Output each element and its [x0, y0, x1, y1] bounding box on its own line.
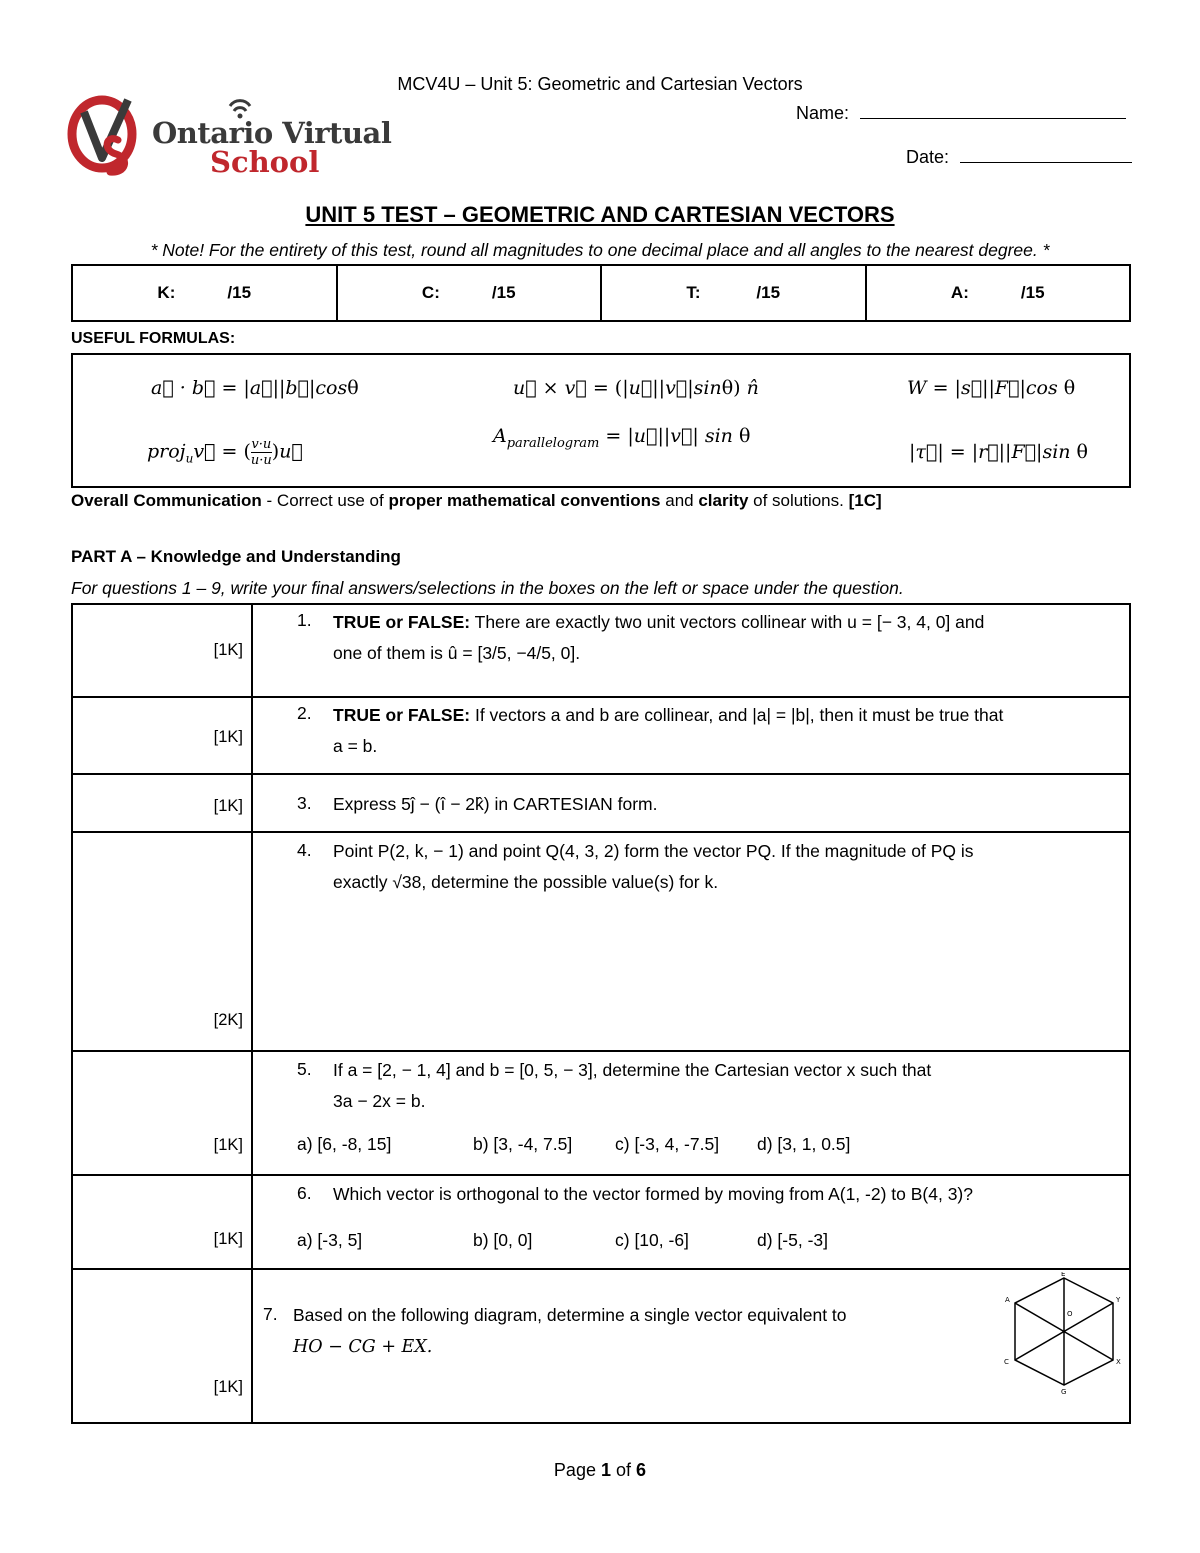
- question-row-6: [71, 1174, 1131, 1270]
- question-text: TRUE or FALSE: There are exactly two unit vectors collinear with u = [− 3, 4, 0] and one of them is û = [3/5, −4/5, 0].: [333, 612, 985, 663]
- vertex-label-c: C: [1004, 1358, 1009, 1366]
- vertex-label-a: A: [1005, 1296, 1010, 1304]
- mark-cell-a: A: /15: [866, 265, 1131, 321]
- formula-cross-product: u⃗ × v⃗ = (|u⃗||v⃗|sinθ) n̂: [513, 377, 759, 399]
- date-field[interactable]: [906, 144, 1132, 168]
- question-number: 4.: [297, 840, 312, 860]
- mark-label: [2K]: [213, 1011, 243, 1029]
- formula-torque: |τ⃗| = |r⃗||F⃗|sin θ: [909, 441, 1088, 463]
- question-number: 7.: [263, 1304, 278, 1324]
- answer-box-divider: [251, 1052, 253, 1176]
- question-number: 1.: [297, 610, 312, 630]
- option-c[interactable]: c) [10, -6]: [615, 1230, 689, 1250]
- formula-work: W = |s⃗||F⃗|cos θ: [907, 377, 1076, 399]
- mark-label: [1K]: [213, 641, 243, 659]
- part-a-instructions: For questions 1 – 9, write your final answers/selections in the boxes on the left or space under the question.: [71, 578, 904, 598]
- question-number: 2.: [297, 703, 312, 723]
- mark-label: [1K]: [213, 1230, 243, 1248]
- formula-projection: proj$_u$v⃗ = ( $\frac{v\cdot u}{u\cdot u}$ )u⃗: [147, 437, 303, 468]
- date-label: Date:: [906, 147, 950, 167]
- name-line[interactable]: [860, 100, 1126, 119]
- option-b[interactable]: b) [3, -4, 7.5]: [473, 1134, 573, 1154]
- formula-parallelogram-area: $A_{parallelogram}$ = |u⃗||v⃗| sin θ: [493, 425, 751, 451]
- question-row-2: [71, 696, 1131, 775]
- vertex-label-x: X: [1116, 1358, 1121, 1366]
- question-text: Which vector is orthogonal to the vector formed by moving from A(1, -2) to B(4, 3)?: [333, 1184, 973, 1204]
- question-text: Based on the following diagram, determine a single vector equivalent to HO − CG + EX.: [293, 1305, 847, 1357]
- formula-box: [71, 353, 1131, 488]
- option-a[interactable]: a) [-3, 5]: [297, 1230, 363, 1250]
- useful-formulas-heading: USEFUL FORMULAS:: [71, 330, 236, 347]
- answer-box-divider: [251, 605, 253, 698]
- question-number: 5.: [297, 1059, 312, 1079]
- formula-dot-product: a⃗ · b⃗ = |a⃗||b⃗|cosθ: [151, 377, 359, 399]
- mark-cell-t: T: /15: [601, 265, 866, 321]
- question-number: 3.: [297, 793, 312, 813]
- answer-box-divider: [251, 1270, 253, 1422]
- page-footer: Page 1 of 6: [553, 1460, 647, 1480]
- option-d[interactable]: d) [3, 1, 0.5]: [757, 1134, 851, 1154]
- question-text: TRUE or FALSE: If vectors a and b are collinear, and |a| = |b|, then it must be true that a = b.: [333, 705, 1004, 756]
- answer-box-divider: [251, 833, 253, 1052]
- mark-label: [1K]: [213, 797, 243, 815]
- question-row-4: [71, 831, 1131, 1052]
- answer-box-divider: [251, 1176, 253, 1270]
- mark-cell-c: C: /15: [337, 265, 602, 321]
- test-title: UNIT 5 TEST – GEOMETRIC AND CARTESIAN VECTORS: [305, 202, 895, 227]
- vertex-label-y: Y: [1116, 1296, 1121, 1304]
- question-text: If a = [2, − 1, 4] and b = [0, 5, − 3], determine the Cartesian vector x such that 3a − 2x = b.: [333, 1060, 932, 1111]
- vertex-label-o: O: [1067, 1310, 1073, 1318]
- mark-label: [1K]: [213, 728, 243, 746]
- option-b[interactable]: b) [0, 0]: [473, 1230, 533, 1250]
- question-row-7: [71, 1268, 1131, 1424]
- option-d[interactable]: d) [-5, -3]: [757, 1230, 828, 1250]
- course-title: MCV4U – Unit 5: Geometric and Cartesian Vectors: [397, 74, 803, 94]
- name-label: Name:: [796, 103, 850, 123]
- question-number: 6.: [297, 1183, 312, 1203]
- answer-box-divider: [251, 775, 253, 833]
- answer-box-divider: [251, 698, 253, 775]
- rounding-note: * Note! For the entirety of this test, round all magnitudes to one decimal place and all angles to the nearest degree. *: [150, 240, 1050, 260]
- part-a-heading: PART A – Knowledge and Understanding: [71, 547, 401, 566]
- question-row-3: [71, 773, 1131, 833]
- question-row-1: [71, 603, 1131, 698]
- option-c[interactable]: c) [-3, 4, -7.5]: [615, 1134, 720, 1154]
- overall-communication: Overall Communication - Correct use of proper mathematical conventions and clarity of solutions. [1C]: [71, 491, 882, 510]
- name-field[interactable]: [796, 100, 1126, 124]
- marks-table: [71, 264, 1131, 322]
- mark-cell-k: K: /15: [72, 265, 337, 321]
- logo-text-school: School: [210, 145, 320, 179]
- question-row-5: [71, 1050, 1131, 1176]
- option-a[interactable]: a) [6, -8, 15]: [297, 1134, 392, 1154]
- question-text: Point P(2, k, − 1) and point Q(4, 3, 2) form the vector PQ. If the magnitude of PQ is exactly √38, determine the possible value(s) for k.: [333, 841, 974, 892]
- question-text: Express 5ĵ − (î − 2k̂) in CARTESIAN form.: [333, 794, 658, 814]
- vertex-label-g: G: [1061, 1388, 1067, 1396]
- date-line[interactable]: [960, 144, 1132, 163]
- mark-label: [1K]: [213, 1136, 243, 1154]
- logo-text-ontario: Ontario Virtual: [152, 116, 392, 150]
- mark-label: [1K]: [213, 1378, 243, 1396]
- hexagon-diagram: [1001, 1272, 1127, 1398]
- vertex-label-e: E: [1061, 1272, 1066, 1278]
